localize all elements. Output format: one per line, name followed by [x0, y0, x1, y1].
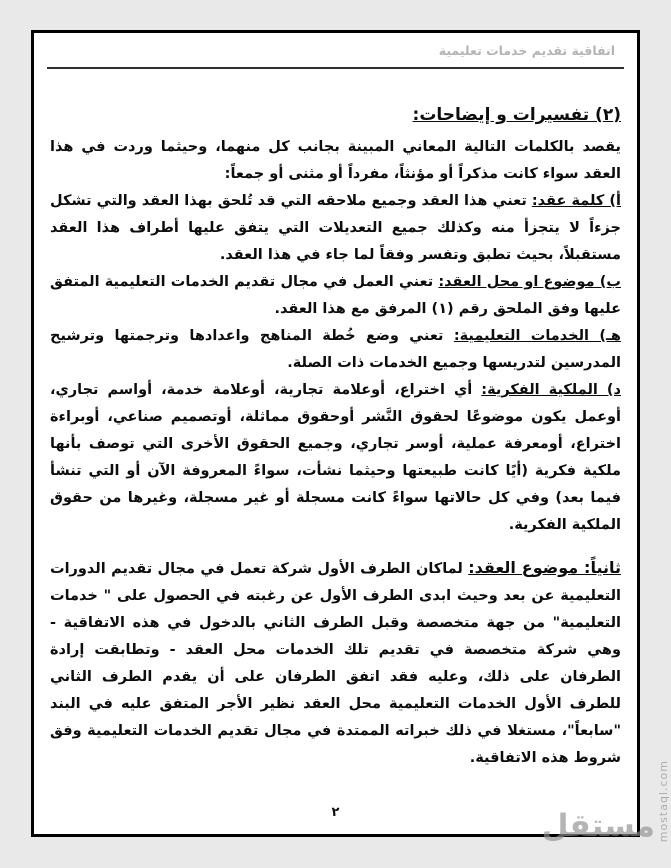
definition-term: أ) كلمة عقد: — [531, 193, 622, 209]
header-title: اتفاقية تقديم خدمات تعليمية — [438, 43, 615, 58]
definition-item-intellectual-property — [50, 377, 621, 539]
definition-text: تعني وضع خُطة المناهج واعدادها وترجمتها وترشيح المدرسين لتدريسها وجميع الخدمات ذات الصلة. — [50, 328, 621, 371]
watermark-name: مستقل — [541, 808, 655, 844]
definition-item-educational-services — [50, 323, 621, 377]
page-header — [439, 43, 615, 58]
watermark-domain: mostaql.com — [657, 759, 670, 842]
page-number: ٢ — [331, 805, 340, 820]
contract-subject-paragraph — [50, 554, 621, 772]
definition-item-contract-word — [50, 188, 621, 269]
definition-term: ب) موضوع او محل العقد: — [438, 274, 621, 290]
definition-text: أي اختراع، أوعلامة تجارية، أوعلامة خدمة، أواسم تجاري، أوعمل يكون موضوعًا لحقوق النَّشر أوحقوق مماثلة، أوتصميم صناعي، أوبراءة اختراع، أومعرفة عملية، أوسر تجاري، وجميع الحقوق الأخرى التي توصف بأنها ملكية فكرية (أيًا كانت طبيعتها وحيثما نشأت، سواءً المعروفة الآن أو التي تنشأ فيما بعد) وفي كل حالاتها سواءً كانت مسجلة أو غير مسجلة، وغيرها من حقوق الملكية الفكرية. — [50, 382, 621, 533]
definitions-intro-paragraph — [50, 134, 621, 188]
contract-subject-heading: ثانياً: موضوع العقد: — [468, 558, 621, 577]
definition-text: تعني العمل في مجال تقديم الخدمات التعليمية المتفق عليها وفق الملحق رقم (١) المرفق مع هذا العقد. — [50, 274, 621, 317]
definition-term: هـ) الخدمات التعليمية: — [453, 328, 621, 344]
definitions-intro-text: يقصد بالكلمات التالية المعاني المبينة بجانب كل منهما، وحيثما وردت في هذا العقد سواء كانت مذكراً أو مؤنثاً، مفرداً أو مثنى أو جمعاً: — [50, 139, 621, 182]
definition-text: تعني هذا العقد وجميع ملاحقه التي قد تُلحق بهذا العقد والتي تشكل جزءاً لا يتجزأ منه وكذلك جميع التعديلات التي يتفق عليها أطراف هذا العقد مستقبلاً، بحيث تطبق وتفسر وفقاً لما جاء في هذا العقد. — [50, 193, 621, 263]
definition-term: د) الملكية الفكرية: — [481, 382, 621, 398]
contract-subject-text: لماكان الطرف الأول شركة تعمل في مجال تقديم الدورات التعليمية عن بعد وحيث ابدى الطرف الأول عن رغبته في الحصول على " خدمات التعليمية" من جهة متخصصة وقبل الطرف الثاني بالدخول في هذه الاتفاقية - وهي شركة متخصصة في تقديم تلك الخدمات محل العقد - وتطابقت إرادة الطرفان على ذلك، وعليه فقد اتفق الطرفان على أن يقدم الطرف الثاني للطرف الأول الخدمات التعليمية محل العقد نظير الأجر المتفق عليه في البند "سابعاً"، مستغلا في ذلك خبراته الممتدة في مجال تقديم الخدمات التعليمية وفق شروط هذه الاتفاقية. — [50, 561, 621, 766]
document-content — [50, 105, 621, 772]
document-page — [31, 30, 640, 837]
section-title-definitions: (٢) تفسيرات و إيضاحات: — [412, 105, 621, 125]
header-divider — [47, 67, 624, 69]
definition-item-contract-subject — [50, 269, 621, 323]
